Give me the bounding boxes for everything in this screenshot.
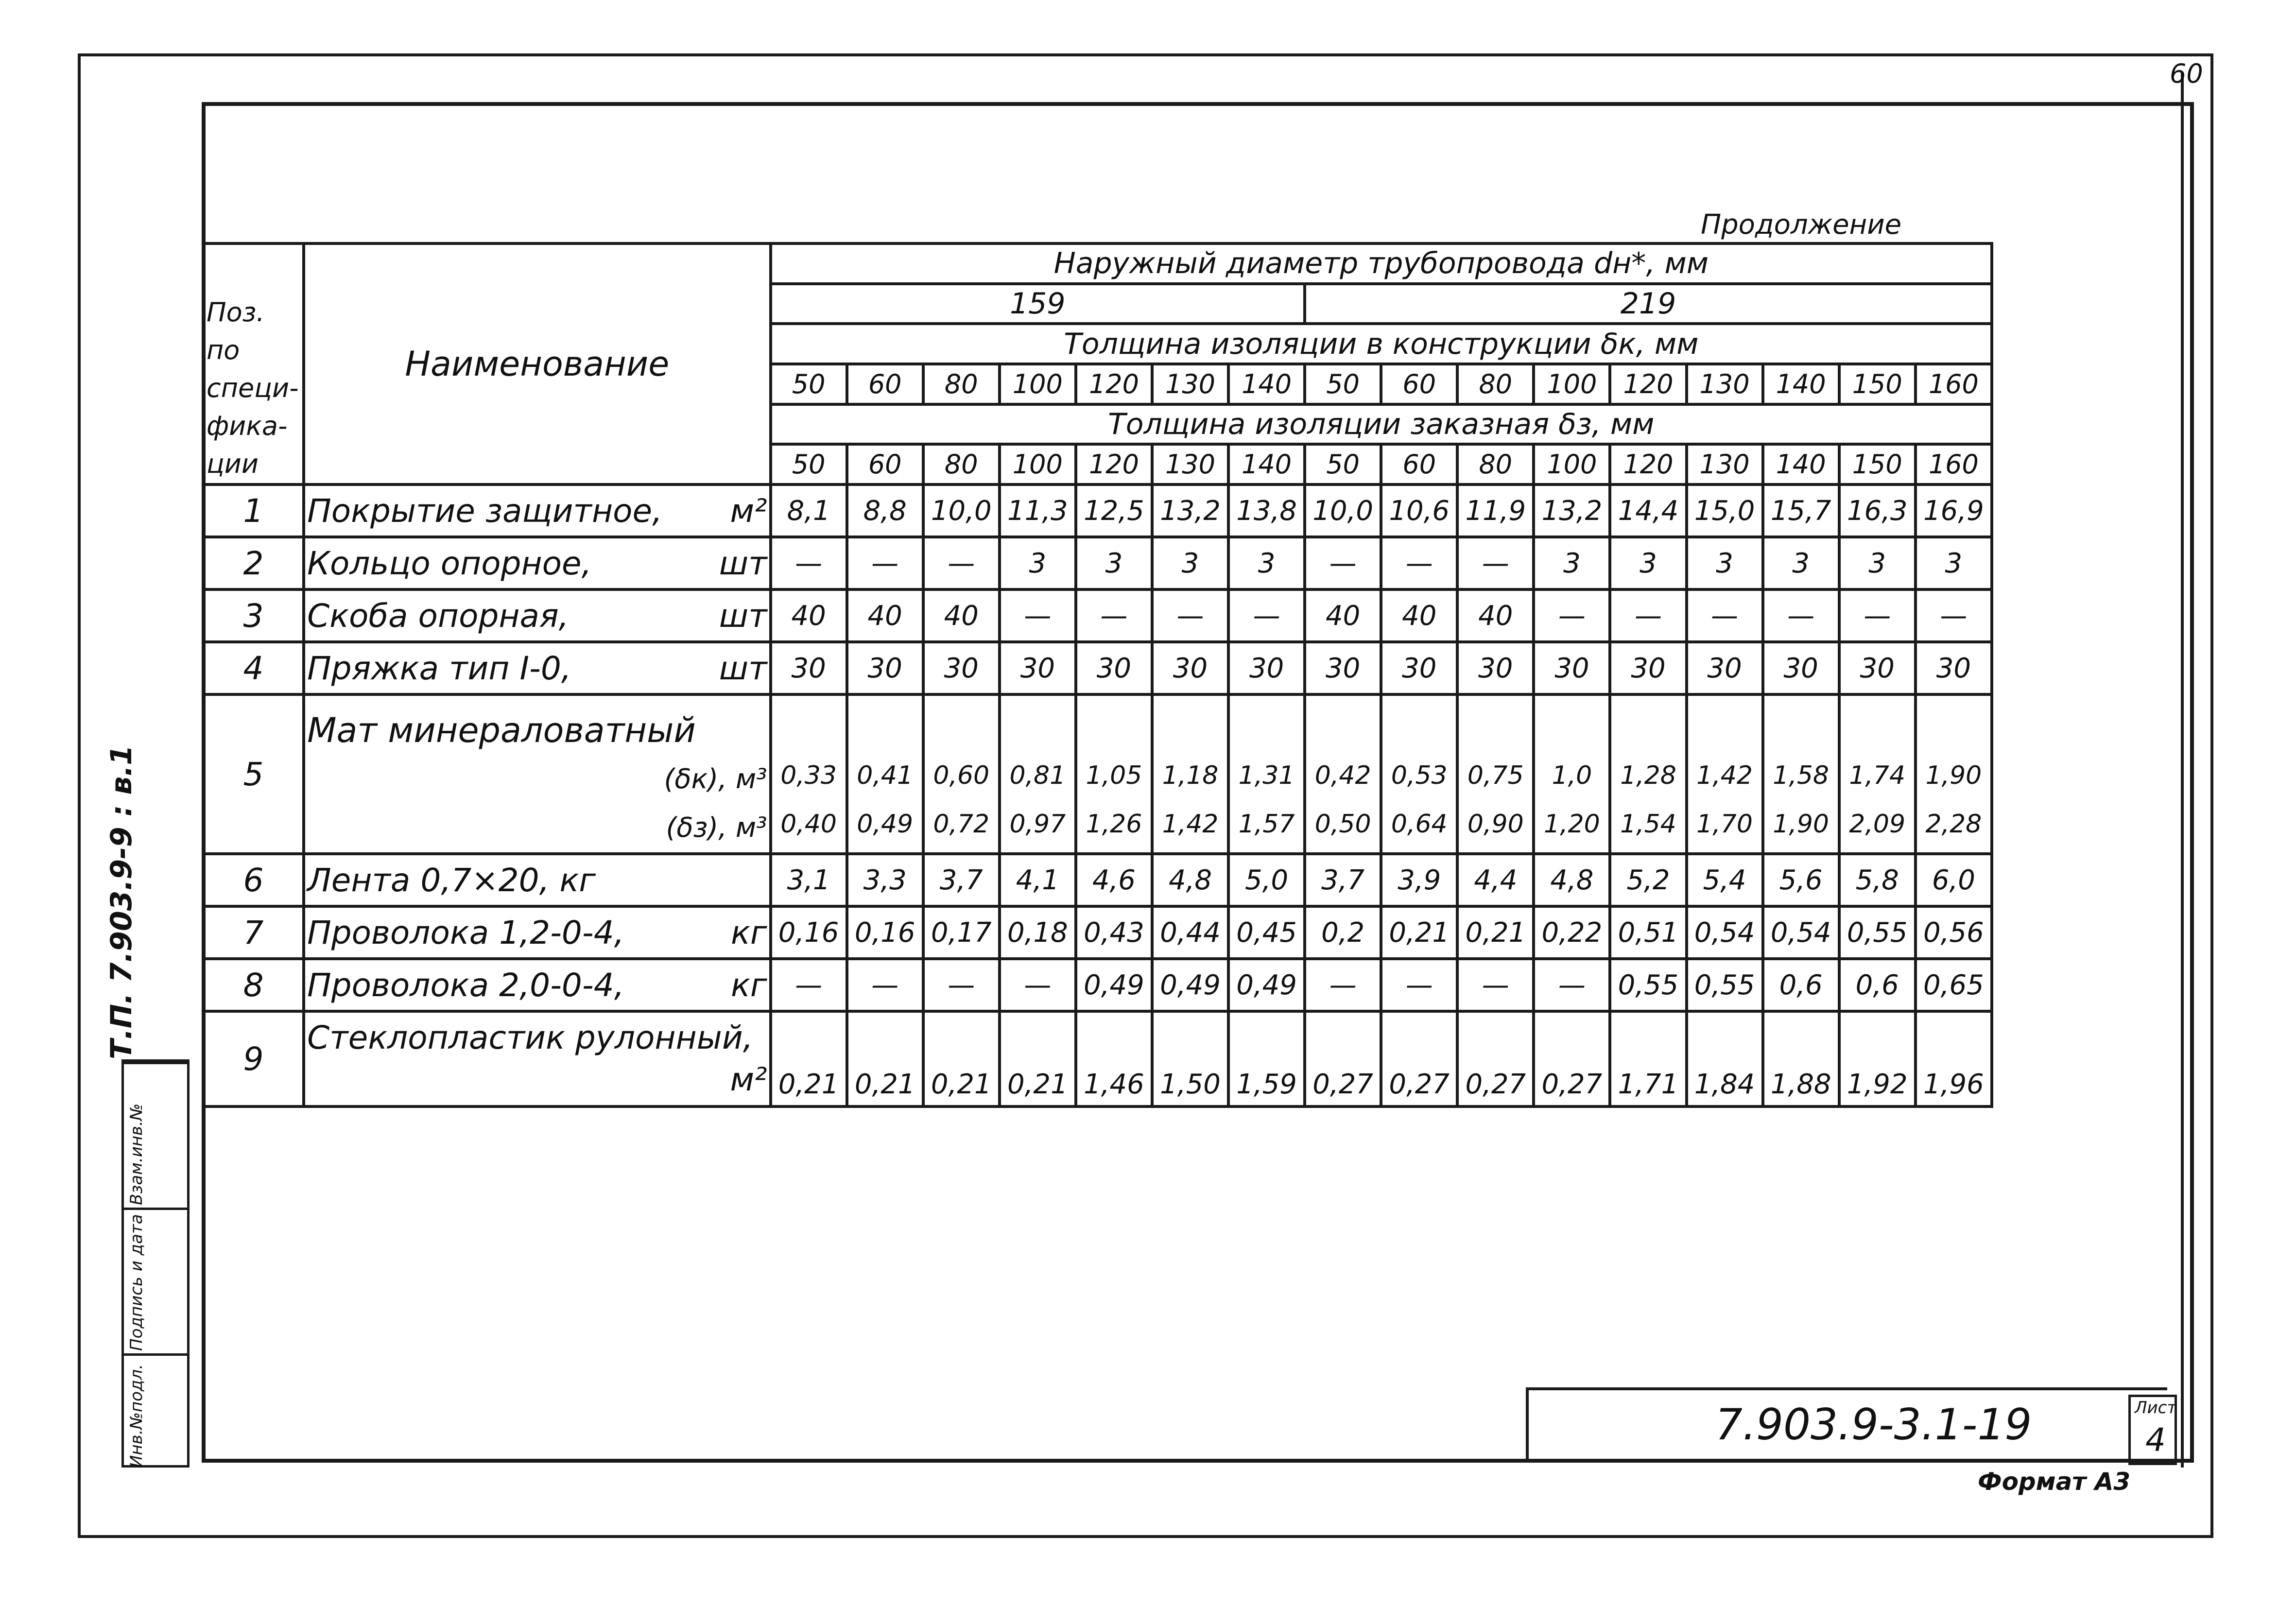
table-row [203, 694, 1992, 854]
value-cell: 30 [1152, 642, 1228, 694]
value-k: 1,28 [1620, 761, 1676, 790]
value-cell: 16,9 [1916, 484, 1992, 537]
thickness-ordered-cell: 130 [1687, 444, 1763, 484]
table-row [203, 959, 1992, 1011]
row-position: 1 [203, 484, 304, 537]
value-cell: 1,59 [1228, 1011, 1305, 1106]
sheet-label: Лист [2135, 1398, 2177, 1417]
value-cell: 3 [1000, 537, 1076, 589]
thickness-construction-header: Толщина изоляции в конструкции δк, мм [771, 324, 1992, 364]
value-cell: 30 [1610, 642, 1686, 694]
row-name [304, 959, 770, 1011]
value-cell: 0,27 [1381, 1011, 1457, 1106]
value-k: 0,33 [780, 761, 837, 790]
value-cell: — [1839, 589, 1916, 642]
value-z: 0,49 [857, 810, 914, 839]
value-cell: — [1610, 589, 1686, 642]
value-cell: 15,0 [1687, 484, 1763, 537]
thickness-ordered-cell: 80 [1457, 444, 1534, 484]
thickness-construction-cell: 140 [1763, 364, 1839, 404]
value-k: 1,58 [1773, 761, 1829, 790]
name-header: Наименование [304, 243, 770, 484]
thickness-construction-cell: 50 [771, 364, 847, 404]
side-stamp-label: Подпись и дата [127, 1214, 146, 1351]
value-z: 0,72 [933, 810, 990, 839]
row-name-text: Мат минераловатный [307, 710, 696, 750]
value-cell: 40 [1381, 589, 1457, 642]
value-cell: 40 [1305, 589, 1381, 642]
value-k: 0,53 [1391, 761, 1448, 790]
specification-table [202, 242, 1993, 1108]
value-cell: 10,0 [923, 484, 1000, 537]
value-cell: 3,7 [923, 854, 1000, 906]
value-cell [771, 694, 847, 854]
value-cell: — [1763, 589, 1839, 642]
value-z: 0,90 [1467, 810, 1524, 839]
value-cell: 0,49 [1076, 959, 1152, 1011]
value-cell: — [1457, 959, 1534, 1011]
value-cell: 8,1 [771, 484, 847, 537]
value-cell: — [1381, 537, 1457, 589]
value-cell: — [1457, 537, 1534, 589]
row-unit: кг [731, 914, 767, 951]
diameter-219: 219 [1305, 284, 1992, 324]
thickness-ordered-cell: 50 [771, 444, 847, 484]
row-name-text: Пряжка тип I-0, [307, 649, 571, 687]
value-cell: 1,84 [1687, 1011, 1763, 1106]
thickness-ordered-cell: 120 [1076, 444, 1152, 484]
row-name-text: Проволока 1,2-0-4, [307, 914, 624, 951]
value-cell: 0,45 [1228, 906, 1305, 959]
value-cell: — [1000, 589, 1076, 642]
value-cell: 16,3 [1839, 484, 1916, 537]
row-position: 2 [203, 537, 304, 589]
value-cell: — [1687, 589, 1763, 642]
thickness-ordered-cell: 80 [923, 444, 1000, 484]
value-k: 0,41 [857, 761, 914, 790]
table-row [203, 1011, 1992, 1106]
row-name [304, 484, 770, 537]
value-cell: 4,8 [1152, 854, 1228, 906]
value-cell: 0,21 [1381, 906, 1457, 959]
value-cell: 0,44 [1152, 906, 1228, 959]
thickness-ordered-cell: 60 [847, 444, 923, 484]
value-cell: 0,43 [1076, 906, 1152, 959]
value-cell: 30 [1457, 642, 1534, 694]
thickness-construction-cell: 140 [1228, 364, 1305, 404]
value-cell: — [923, 959, 1000, 1011]
format-label: Формат А3 [1978, 1468, 2131, 1496]
value-cell: 5,6 [1763, 854, 1839, 906]
value-k: 1,18 [1162, 761, 1219, 790]
row-position: 7 [203, 906, 304, 959]
value-cell: 1,92 [1839, 1011, 1916, 1106]
value-cell: 40 [847, 589, 923, 642]
value-cell: 1,88 [1763, 1011, 1839, 1106]
side-stamp-label: Взам.инв.№ [127, 1103, 146, 1205]
value-k: 0,60 [933, 761, 990, 790]
value-cell: — [1381, 959, 1457, 1011]
value-z: 0,97 [1009, 810, 1066, 839]
value-cell: 30 [1534, 642, 1610, 694]
value-cell: 14,4 [1610, 484, 1686, 537]
value-cell: — [1305, 537, 1381, 589]
value-z: 1,42 [1162, 810, 1219, 839]
row-unit: шт [719, 649, 767, 687]
row-subunit-k: (δк), м³ [664, 763, 767, 795]
value-cell: 12,5 [1076, 484, 1152, 537]
value-cell: 4,4 [1457, 854, 1534, 906]
value-cell: 1,46 [1076, 1011, 1152, 1106]
value-cell: 11,9 [1457, 484, 1534, 537]
value-z: 2,28 [1925, 810, 1982, 839]
thickness-construction-cell: 60 [1381, 364, 1457, 404]
row-position: 4 [203, 642, 304, 694]
row-unit: м² [730, 492, 767, 530]
row-name [304, 537, 770, 589]
value-cell: 0,54 [1763, 906, 1839, 959]
diameter-159: 159 [771, 284, 1305, 324]
value-cell: 30 [1305, 642, 1381, 694]
value-cell: 3,3 [847, 854, 923, 906]
value-cell: 1,96 [1916, 1011, 1992, 1106]
value-cell: 0,27 [1534, 1011, 1610, 1106]
value-k: 0,75 [1467, 761, 1524, 790]
value-cell: 10,6 [1381, 484, 1457, 537]
thickness-ordered-cell: 140 [1763, 444, 1839, 484]
value-cell: 5,8 [1839, 854, 1916, 906]
value-cell [1381, 694, 1457, 854]
thickness-ordered-cell: 60 [1381, 444, 1457, 484]
value-cell: 30 [847, 642, 923, 694]
value-cell: 0,56 [1916, 906, 1992, 959]
value-cell [1457, 694, 1534, 854]
row-name-text: Покрытие защитное, [307, 492, 663, 530]
thickness-construction-cell: 130 [1152, 364, 1228, 404]
value-z: 1,54 [1620, 810, 1676, 839]
value-k: 1,42 [1696, 761, 1753, 790]
value-z: 1,70 [1696, 810, 1753, 839]
row-name [304, 906, 770, 959]
thickness-ordered-cell: 130 [1152, 444, 1228, 484]
thickness-construction-cell: 50 [1305, 364, 1381, 404]
thickness-ordered-cell: 120 [1610, 444, 1686, 484]
value-cell: 0,49 [1152, 959, 1228, 1011]
value-cell [1152, 694, 1228, 854]
value-cell: 0,27 [1305, 1011, 1381, 1106]
value-cell: 3 [1687, 537, 1763, 589]
value-cell: 3 [1610, 537, 1686, 589]
row-name-text: Лента 0,7×20, кг [307, 861, 596, 899]
thickness-construction-cell: 150 [1839, 364, 1916, 404]
table-row [203, 537, 1992, 589]
value-cell: 0,65 [1916, 959, 1992, 1011]
value-cell: 3 [1916, 537, 1992, 589]
value-cell [923, 694, 1000, 854]
row-name-text: Кольцо опорное, [307, 544, 592, 582]
value-cell: 13,8 [1228, 484, 1305, 537]
row-name [304, 642, 770, 694]
table-row [203, 906, 1992, 959]
value-z: 1,90 [1773, 810, 1829, 839]
thickness-construction-cell: 80 [923, 364, 1000, 404]
thickness-construction-cell: 60 [847, 364, 923, 404]
value-cell: 0,17 [923, 906, 1000, 959]
thickness-construction-cell: 100 [1000, 364, 1076, 404]
value-cell: 3,9 [1381, 854, 1457, 906]
value-cell: 30 [923, 642, 1000, 694]
value-k: 1,31 [1238, 761, 1295, 790]
thickness-construction-cell: 130 [1687, 364, 1763, 404]
row-name [304, 1011, 770, 1106]
diameter-header: Наружный диаметр трубопровода dн*, мм [771, 243, 1992, 284]
value-cell [1916, 694, 1992, 854]
value-cell: 0,21 [923, 1011, 1000, 1106]
row-unit: шт [719, 597, 767, 635]
side-stamp-label: Инв.№подл. [127, 1364, 146, 1468]
value-cell: 0,54 [1687, 906, 1763, 959]
value-cell: — [923, 537, 1000, 589]
value-cell [847, 694, 923, 854]
value-cell: 0,22 [1534, 906, 1610, 959]
value-cell: 30 [1228, 642, 1305, 694]
side-designation: Т.П. 7.903.9-9 : в.1 [104, 745, 138, 1059]
thickness-ordered-cell: 100 [1000, 444, 1076, 484]
thickness-construction-cell: 100 [1534, 364, 1610, 404]
value-cell: 4,6 [1076, 854, 1152, 906]
row-position: 5 [203, 694, 304, 854]
value-cell: 0,16 [771, 906, 847, 959]
row-name-text: Проволока 2,0-0-4, [307, 966, 624, 1004]
value-cell: 3 [1076, 537, 1152, 589]
value-cell: 3 [1228, 537, 1305, 589]
row-name [304, 589, 770, 642]
thickness-ordered-cell: 160 [1916, 444, 1992, 484]
value-k: 1,74 [1849, 761, 1906, 790]
value-cell: — [1534, 589, 1610, 642]
value-cell [1076, 694, 1152, 854]
table-row [203, 589, 1992, 642]
value-k: 1,05 [1086, 761, 1142, 790]
row-position: 6 [203, 854, 304, 906]
sheet-number: 4 [2145, 1421, 2166, 1459]
document-code: 7.903.9-3.1-19 [1715, 1400, 2032, 1450]
value-cell: 0,16 [847, 906, 923, 959]
value-cell: 3 [1839, 537, 1916, 589]
row-name-text: Стеклопластик рулонный, [307, 1019, 753, 1056]
thickness-ordered-cell: 150 [1839, 444, 1916, 484]
value-z: 1,26 [1086, 810, 1142, 839]
table-row [203, 484, 1992, 537]
thickness-ordered-cell: 140 [1228, 444, 1305, 484]
thickness-construction-cell: 120 [1076, 364, 1152, 404]
table-row [203, 642, 1992, 694]
value-cell: 13,2 [1534, 484, 1610, 537]
value-cell: 0,55 [1687, 959, 1763, 1011]
value-cell: 4,1 [1000, 854, 1076, 906]
value-cell [1305, 694, 1381, 854]
side-stamp-cell [124, 1208, 187, 1353]
value-cell [1228, 694, 1305, 854]
value-cell: 30 [1763, 642, 1839, 694]
value-k: 1,90 [1925, 761, 1982, 790]
value-cell: 0,21 [771, 1011, 847, 1106]
value-cell [1610, 694, 1686, 854]
value-cell: 30 [1381, 642, 1457, 694]
value-cell: 0,21 [847, 1011, 923, 1106]
value-cell: — [771, 537, 847, 589]
value-cell: — [1305, 959, 1381, 1011]
value-cell: — [1152, 589, 1228, 642]
value-cell: 5,0 [1228, 854, 1305, 906]
value-cell: 3 [1763, 537, 1839, 589]
row-name [304, 694, 770, 854]
side-stamp-cell [124, 1062, 187, 1208]
value-cell [1534, 694, 1610, 854]
continuation-label: Продолжение [1701, 209, 1902, 241]
value-cell: 3,1 [771, 854, 847, 906]
value-cell: 40 [771, 589, 847, 642]
value-cell [1839, 694, 1916, 854]
value-cell: — [1228, 589, 1305, 642]
value-cell: — [1000, 959, 1076, 1011]
row-unit: шт [719, 544, 767, 582]
row-position: 9 [203, 1011, 304, 1106]
value-cell: 30 [1839, 642, 1916, 694]
value-cell: 30 [1687, 642, 1763, 694]
row-unit: кг [731, 966, 767, 1004]
value-cell: 3 [1534, 537, 1610, 589]
side-stamp-cell [124, 1353, 187, 1470]
thickness-construction-cell: 120 [1610, 364, 1686, 404]
value-cell: 0,6 [1763, 959, 1839, 1011]
value-cell: — [1534, 959, 1610, 1011]
thickness-construction-cell: 160 [1916, 364, 1992, 404]
value-cell: 10,0 [1305, 484, 1381, 537]
frame-right-line [2181, 73, 2184, 1468]
sheet-box [2128, 1395, 2177, 1465]
value-z: 0,40 [780, 810, 837, 839]
value-k: 1,0 [1552, 761, 1592, 790]
value-cell: 8,8 [847, 484, 923, 537]
value-k: 0,81 [1009, 761, 1066, 790]
value-cell: 11,3 [1000, 484, 1076, 537]
thickness-construction-cell: 80 [1457, 364, 1534, 404]
row-position: 3 [203, 589, 304, 642]
value-cell: 0,49 [1228, 959, 1305, 1011]
value-cell: 0,21 [1000, 1011, 1076, 1106]
value-cell: 1,71 [1610, 1011, 1686, 1106]
row-subunit-z: (δз), м³ [666, 812, 767, 844]
row-unit: м² [730, 1061, 767, 1098]
value-cell: 3 [1152, 537, 1228, 589]
value-cell: — [847, 959, 923, 1011]
row-name-text: Скоба опорная, [307, 597, 569, 635]
pos-header: Поз. по специ- фика- ции [203, 243, 304, 484]
value-cell: — [1076, 589, 1152, 642]
value-cell: 0,27 [1457, 1011, 1534, 1106]
value-cell: 13,2 [1152, 484, 1228, 537]
value-cell: 40 [923, 589, 1000, 642]
table-row [203, 854, 1992, 906]
value-cell: 1,50 [1152, 1011, 1228, 1106]
value-z: 2,09 [1849, 810, 1906, 839]
value-cell: 0,51 [1610, 906, 1686, 959]
value-cell: 0,55 [1610, 959, 1686, 1011]
value-cell: 4,8 [1534, 854, 1610, 906]
thickness-ordered-header: Толщина изоляции заказная δз, мм [771, 404, 1992, 445]
row-name [304, 854, 770, 906]
side-stamp [121, 1059, 190, 1468]
value-cell: 0,55 [1839, 906, 1916, 959]
value-cell: — [771, 959, 847, 1011]
thickness-ordered-cell: 100 [1534, 444, 1610, 484]
value-cell: — [1916, 589, 1992, 642]
value-cell [1000, 694, 1076, 854]
value-cell: 5,4 [1687, 854, 1763, 906]
value-k: 0,42 [1314, 761, 1371, 790]
value-z: 0,64 [1391, 810, 1448, 839]
value-cell: 40 [1457, 589, 1534, 642]
value-cell: — [847, 537, 923, 589]
value-z: 0,50 [1314, 810, 1371, 839]
value-cell: 0,21 [1457, 906, 1534, 959]
row-position: 8 [203, 959, 304, 1011]
thickness-ordered-cell: 50 [1305, 444, 1381, 484]
value-cell: 30 [1076, 642, 1152, 694]
value-cell: 30 [1916, 642, 1992, 694]
value-cell: 5,2 [1610, 854, 1686, 906]
corner-number: 60 [2170, 58, 2203, 89]
value-z: 1,57 [1238, 810, 1295, 839]
value-cell: 30 [1000, 642, 1076, 694]
value-cell [1687, 694, 1763, 854]
value-cell: 3,7 [1305, 854, 1381, 906]
value-cell: 30 [771, 642, 847, 694]
value-z: 1,20 [1543, 810, 1600, 839]
value-cell: 6,0 [1916, 854, 1992, 906]
value-cell: 0,6 [1839, 959, 1916, 1011]
value-cell: 15,7 [1763, 484, 1839, 537]
value-cell: 0,18 [1000, 906, 1076, 959]
value-cell [1763, 694, 1839, 854]
value-cell: 0,2 [1305, 906, 1381, 959]
